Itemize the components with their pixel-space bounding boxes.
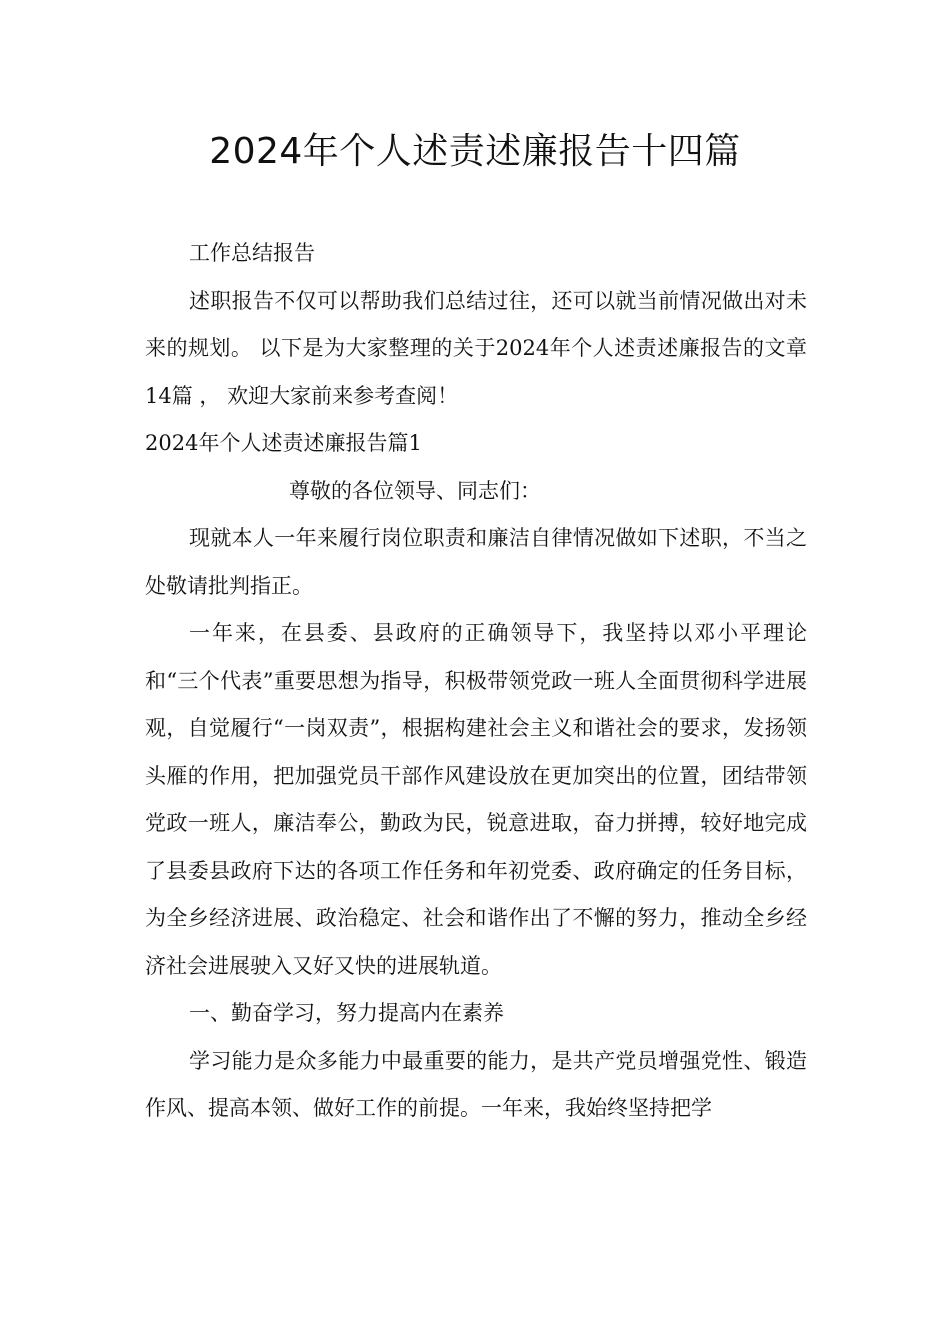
paragraph-study: 学习能力是众多能力中最重要的能力，是共产党员增强党性、锻造作风、提高本领、做好工作的前提。一年来，我始终坚持把学	[145, 1048, 807, 1120]
document-body	[145, 230, 807, 1133]
section-heading-part-1: 2024年个人述责述廉报告篇1	[145, 431, 422, 455]
paragraph-intro: 述职报告不仅可以帮助我们总结过往，还可以就当前情况做出对未来的规划。 以下是为大家整理的关于2024年个人述责述廉报告的文章14篇 ， 欢迎大家前来参考查阅！	[145, 288, 807, 408]
paragraph-intro-heading: 工作总结报告	[189, 241, 315, 265]
paragraph-overview: 一年来，在县委、县政府的正确领导下，我坚持以邓小平理论和“三个代表”重要思想为指导，积极带领党政一班人全面贯彻科学进展观，自觉履行“一岗双责”，根据构建社会主义和谐社会的要求，发扬领头雁的作用，把加强党员干部作风建设放在更加突出的位置，团结带领党政一班人，廉洁奉公，勤政为民，锐意进取，奋力拼搏，较好地完成了县委县政府下达的各项工作任务和年初党委、政府确定的任务目标，为全乡经济进展、政治稳定、社会和谐作出了不懈的努力，推动全乡经济社会进展驶入又好又快的进展轨道。	[145, 621, 807, 978]
subheading-study: 一、勤奋学习，努力提高内在素养	[189, 1001, 504, 1025]
document-title: 2024年个人述责述廉报告十四篇	[209, 131, 741, 172]
paragraph-salutation: 尊敬的各位领导、同志们：	[289, 478, 541, 503]
paragraph-opening: 现就本人一年来履行岗位职责和廉洁自律情况做如下述职，不当之处敬请批判指正。	[145, 526, 807, 598]
